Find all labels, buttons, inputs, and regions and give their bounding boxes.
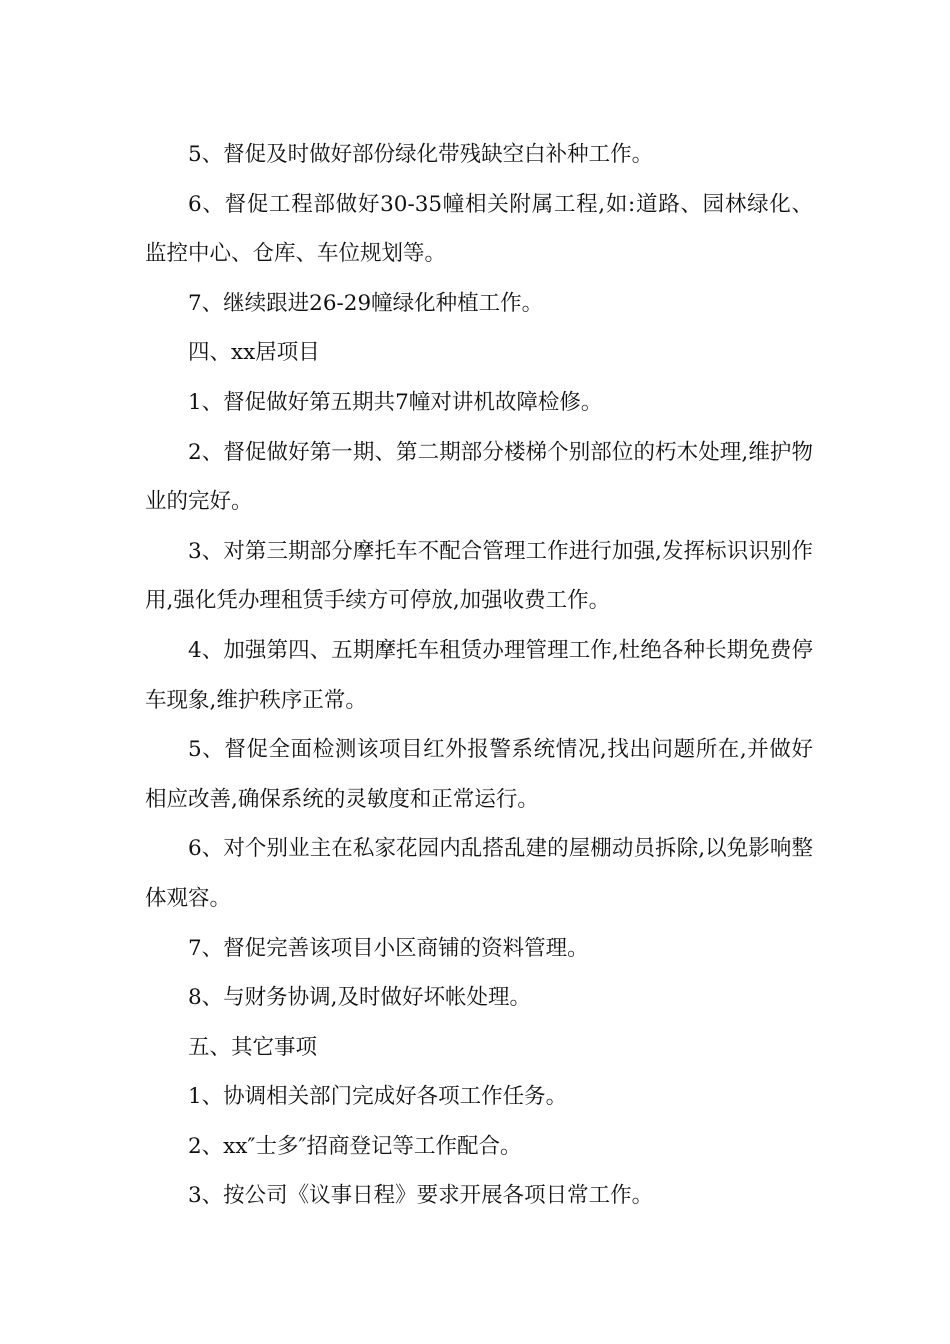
paragraph: 2、xx″士多″招商登记等工作配合。 <box>188 1133 522 1159</box>
paragraph: 1、协调相关部门完成好各项工作任务。 <box>188 1084 568 1110</box>
section-heading: 五、其它事项 <box>188 1034 318 1060</box>
paragraph: 3、按公司《议事日程》要求开展各项日常工作。 <box>188 1183 654 1209</box>
paragraph: 5、督促及时做好部份绿化带残缺空白补种工作。 <box>188 142 654 167</box>
paragraph: 5、督促全面检测该项目红外报警系统情况,找出问题所在,并做好相应改善,确保系统的灵敏度和正常运行。 <box>145 737 813 812</box>
section-heading: 四、xx居项目 <box>188 340 320 366</box>
document-body <box>145 130 813 1221</box>
paragraph: 7、继续跟进26-29幢绿化种植工作。 <box>188 290 544 316</box>
paragraph: 4、加强第四、五期摩托车租赁办理管理工作,杜绝各种长期免费停车现象,维护秩序正常。 <box>145 637 813 713</box>
paragraph: 1、督促做好第五期共7幢对讲机故障检修。 <box>188 389 603 415</box>
paragraph: 3、对第三期部分摩托车不配合管理工作进行加强,发挥标识识别作用,强化凭办理租赁手续方可停放,加强收费工作。 <box>145 538 813 614</box>
paragraph: 8、与财务协调,及时做好坏帐处理。 <box>188 985 532 1011</box>
paragraph: 6、督促工程部做好30-35幢相关附属工程,如:道路、园林绿化、监控中心、仓库、车位规划等。 <box>145 191 813 267</box>
paragraph: 6、对个别业主在私家花园内乱搭乱建的屋棚动员拆除,以免影响整体观容。 <box>145 836 813 911</box>
paragraph: 7、督促完善该项目小区商铺的资料管理。 <box>188 935 589 961</box>
paragraph: 2、督促做好第一期、第二期部分楼梯个别部位的朽木处理,维护物业的完好。 <box>145 439 813 515</box>
